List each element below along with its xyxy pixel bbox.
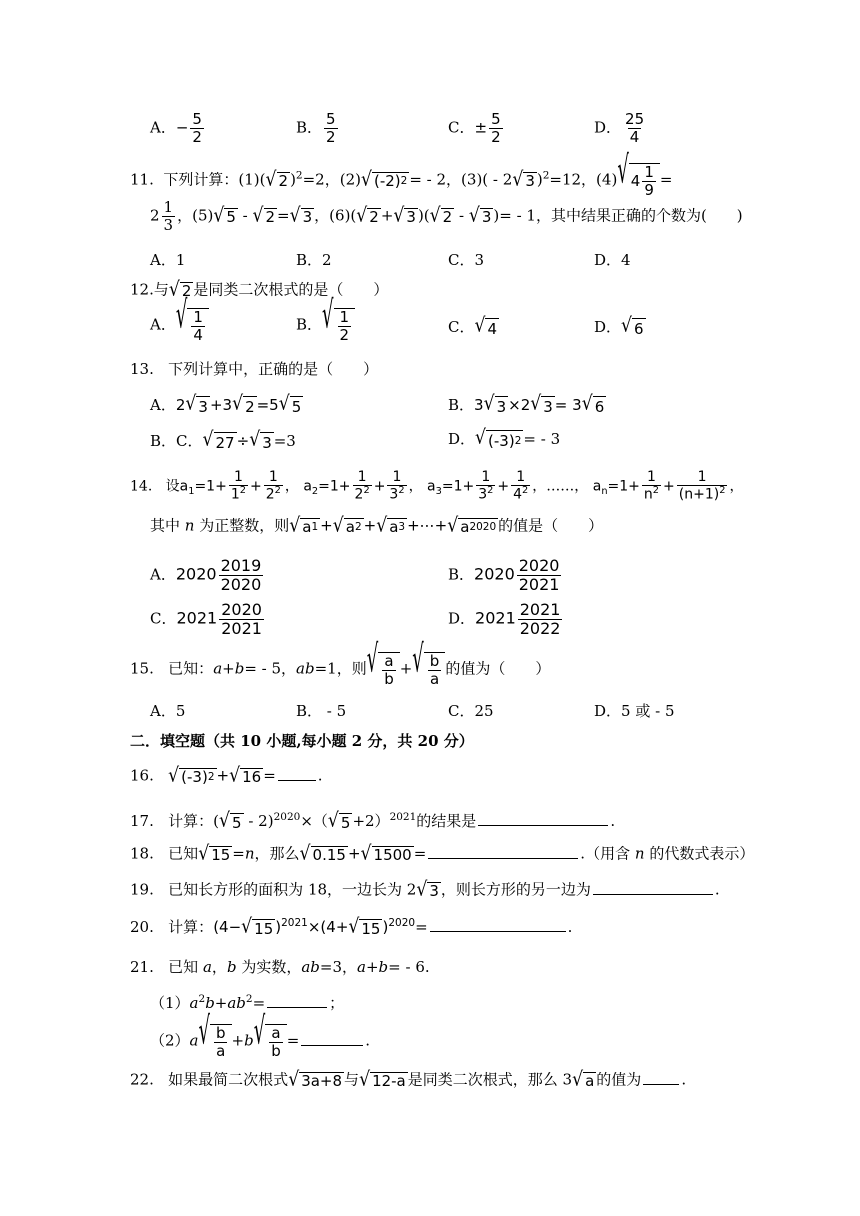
q22-answer-blank[interactable] (643, 1083, 679, 1085)
q13-option-d: D． √ (-3) 2 = - 3 (448, 426, 561, 450)
q11-option-a: A．1 (150, 251, 186, 269)
q21-part2-answer-blank[interactable] (301, 1044, 363, 1046)
q19-answer-blank[interactable] (593, 893, 713, 895)
q16: 16. √ (-3) 2 + √ 16 = . (130, 764, 323, 788)
q20: 20. 计算：(4− √ 15 )$^{2021}$×(4+ √ 15 )$^{2020}$= . (130, 915, 573, 939)
q14-option-a: A．2020 $\frac{2019}{2020}$ (150, 556, 262, 594)
q19: 19. 已知长方形的面积为 18，一边长为 2 √ 3 ，则长方形的另一边为 . (130, 878, 720, 902)
q20-answer-blank[interactable] (430, 930, 566, 932)
q11-option-d: D．4 (594, 251, 631, 269)
q17-answer-blank[interactable] (478, 824, 608, 826)
section-title: 二．填空题（共 10 小题,每小题 2 分，共 20 分） (130, 732, 474, 750)
q11-option-b: B．2 (296, 251, 332, 269)
q12-option-d: D． √ 6 (594, 314, 644, 338)
q10-option-c: C．± $\frac{5}{2}$ (448, 110, 501, 146)
q15-option-d: D．5 或 - 5 (594, 702, 675, 720)
q18-answer-blank[interactable] (428, 857, 578, 859)
q14-option-c: C．2021 $\frac{2020}{2021}$ (150, 600, 262, 638)
q12-option-a: A． √ $\frac{1}{4}$ (150, 308, 209, 343)
q15-option-c: C．25 (448, 702, 494, 720)
q22: 22. 如果最简二次根式 √ 3a+8 与 √ 12-a 是同类二次根式，那么 3 √ a 的值为 . (130, 1068, 687, 1092)
q10-option-a: A．− $\frac{5}{2}$ (150, 110, 202, 146)
q15-option-a: A．5 (150, 702, 186, 720)
q11-line2: 2 $\frac{1}{3}$ ，(5) √ 5 - √ 2 = √ 3 ，(6)( √ 2 + √ 3 )( √ 2 - √ 3 )= - 1，其中结果正确的个数为( ) (150, 198, 743, 234)
q11-option-c: C．3 (448, 251, 485, 269)
q11-line1: 11. 下列计算：(1)( √ 2 )$^2$=2，(2) √ (-2) 2 = - 2，(3)( - 2 √ 3 )$^2$=12，(4) √ 4 $\frac{1}{9}$ = (130, 148, 673, 199)
q14-option-d: D．2021 $\frac{2021}{2022}$ (448, 600, 561, 638)
q12-stem: 12.与 √ 2 是同类二次根式的是（ ） (130, 278, 389, 302)
q14-line2: 其中 n 为正整数，则 √ a 1 + √ a 2 + √ a 3 +⋯+ √ a 2020 的值是（ ） (150, 514, 604, 538)
q21-part1-answer-blank[interactable] (267, 1006, 327, 1008)
q10-option-d: D． $\frac{25}{4}$ (594, 110, 645, 146)
q13-option-a: A．2 √ 3 +3 √ 2 =5 √ 5 (150, 391, 302, 416)
q21-stem: 21. 已知 a，b 为实数，ab=3，a+b= - 6. (130, 958, 430, 976)
q13-option-b: B．3 √ 3 ×2 √ 3 = 3 √ 6 (448, 391, 605, 416)
q18: 18. 已知 √ 15 =n，那么 √ 0.15 + √ 1500 = .（用含 n 的代数式表示） (130, 842, 755, 866)
q12-option-b: B． √ $\frac{1}{2}$ (296, 308, 355, 343)
q17: 17. 计算：( √ 5 - 2)$^{2020}$×（ √ 5 +2）$^{2021}$的结果是 . (130, 809, 616, 833)
q14-option-b: B．2020 $\frac{2020}{2021}$ (448, 556, 560, 594)
q21-part1: $(1)a^2b+ab^2=$ ； (150, 993, 345, 1012)
q10-option-b: B． $\frac{5}{2}$ (296, 110, 336, 146)
q12-option-c: C． √ 4 (448, 314, 498, 338)
q15-stem: 15. 已知：a+b= - 5，ab=1，则 √ $\frac{a}{b}$ + √ $\frac{b}{a}$ 的值为（ ） (130, 637, 551, 688)
q13-option-c: B．C． √ 27 ÷ √ 3 =3 (150, 428, 296, 452)
q16-answer-blank[interactable] (278, 779, 316, 781)
q15-option-b: B． - 5 (296, 702, 347, 720)
q21-part2: （2）a √ $\frac{b}{a}$ +b √ $\frac{a}{b}$ = . (150, 1009, 371, 1060)
q14-line1: 14. 设$a_1=1+$ $\frac{1}{1^2}$ + $\frac{1}{2^2}$ ， $a_2=1+$ $\frac{1}{2^2}$ + $\frac{1}{3^2}$ ， $a_3=1+$ $\frac{1}{3^2}$ + $\frac{1}{4^2}$ ，……， $a_n=1+$ $\frac{1}{n^2}$ + $\frac{1}{(n+1)^2}$ ， (130, 469, 744, 503)
q13-stem: 13. 下列计算中，正确的是（ ） (130, 360, 379, 378)
